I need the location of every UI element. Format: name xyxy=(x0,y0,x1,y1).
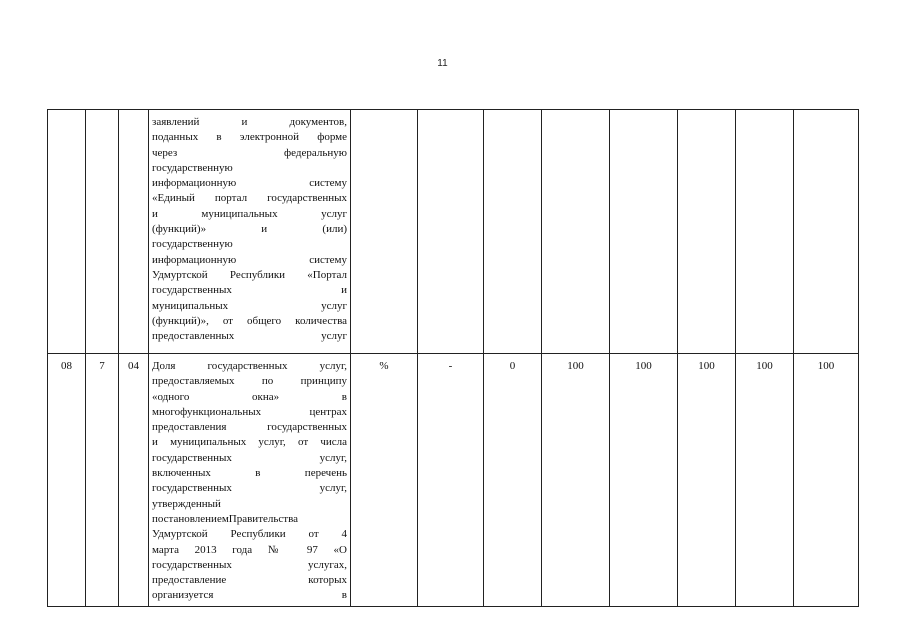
description-line: предоставление которых xyxy=(152,574,347,587)
description-line: включенных в перечень xyxy=(152,467,347,480)
table-row xyxy=(48,354,859,607)
description-line: постановлениемПравительства xyxy=(152,512,299,525)
description-line: и муниципальных услуг, от числа xyxy=(152,436,347,449)
description-line: (функций)», от общего количества xyxy=(152,314,347,327)
description-line: государственных и xyxy=(152,284,347,297)
description-lines xyxy=(152,359,347,604)
cell-value: 100 xyxy=(794,354,859,607)
cell-value xyxy=(794,110,859,354)
cell-gp: 08 xyxy=(48,354,86,607)
cell-value xyxy=(418,110,484,354)
cell-value: - xyxy=(418,354,484,607)
description-line: (функций)» и (или) xyxy=(152,223,347,236)
description-line: через федеральную xyxy=(152,146,347,159)
cell-value: 100 xyxy=(678,354,736,607)
description-line: государственных услуг, xyxy=(152,482,347,495)
description-line: «одного окна» в xyxy=(152,390,347,403)
description-line: марта 2013 года № 97 «О xyxy=(152,543,347,556)
description-line: многофункциональных центрах xyxy=(152,405,347,418)
cell-value xyxy=(610,110,678,354)
cell-value: 100 xyxy=(610,354,678,607)
description-line: утвержденный xyxy=(152,497,221,510)
description-lines xyxy=(152,115,347,344)
cell-value xyxy=(542,110,610,354)
cell-value xyxy=(484,110,542,354)
description-line: организуется в xyxy=(152,589,347,602)
table-row-continued xyxy=(48,110,859,354)
description-line: Удмуртской Республики «Портал xyxy=(152,268,347,281)
cell-gp xyxy=(48,110,86,354)
description-line: государственную xyxy=(152,238,233,251)
description-line: «Единый портал государственных xyxy=(152,192,347,205)
cell-value xyxy=(678,110,736,354)
cell-value: 100 xyxy=(542,354,610,607)
cell-pp xyxy=(86,110,119,354)
description-line: поданных в электронной форме xyxy=(152,131,347,144)
cell-description-continued xyxy=(149,110,351,354)
description-line: заявлений и документов, xyxy=(152,116,347,128)
cell-value: 0 xyxy=(484,354,542,607)
description-line: предоставляемых по принципу xyxy=(152,375,347,388)
description-line: информационную систему xyxy=(152,253,347,266)
cell-pp: 7 xyxy=(86,354,119,607)
description-line: Доля государственных услуг, xyxy=(152,360,347,372)
cell-description xyxy=(149,354,351,607)
indicators-table xyxy=(47,109,859,607)
cell-unit: % xyxy=(351,354,418,607)
cell-value: 100 xyxy=(736,354,794,607)
description-line: государственных услугах, xyxy=(152,558,347,571)
cell-n: 04 xyxy=(119,354,149,607)
cell-value xyxy=(736,110,794,354)
description-line: государственную xyxy=(152,161,233,174)
description-line: предоставленных услуг xyxy=(152,330,347,343)
description-line: предоставления государственных xyxy=(152,421,347,434)
description-line: и муниципальных услуг xyxy=(152,207,347,220)
cell-n xyxy=(119,110,149,354)
cell-unit xyxy=(351,110,418,354)
description-line: муниципальных услуг xyxy=(152,299,347,312)
description-line: информационную систему xyxy=(152,177,347,190)
description-line: государственных услуг, xyxy=(152,451,347,464)
description-line: Удмуртской Республики от 4 xyxy=(152,528,347,541)
page-number: 11 xyxy=(437,58,448,69)
